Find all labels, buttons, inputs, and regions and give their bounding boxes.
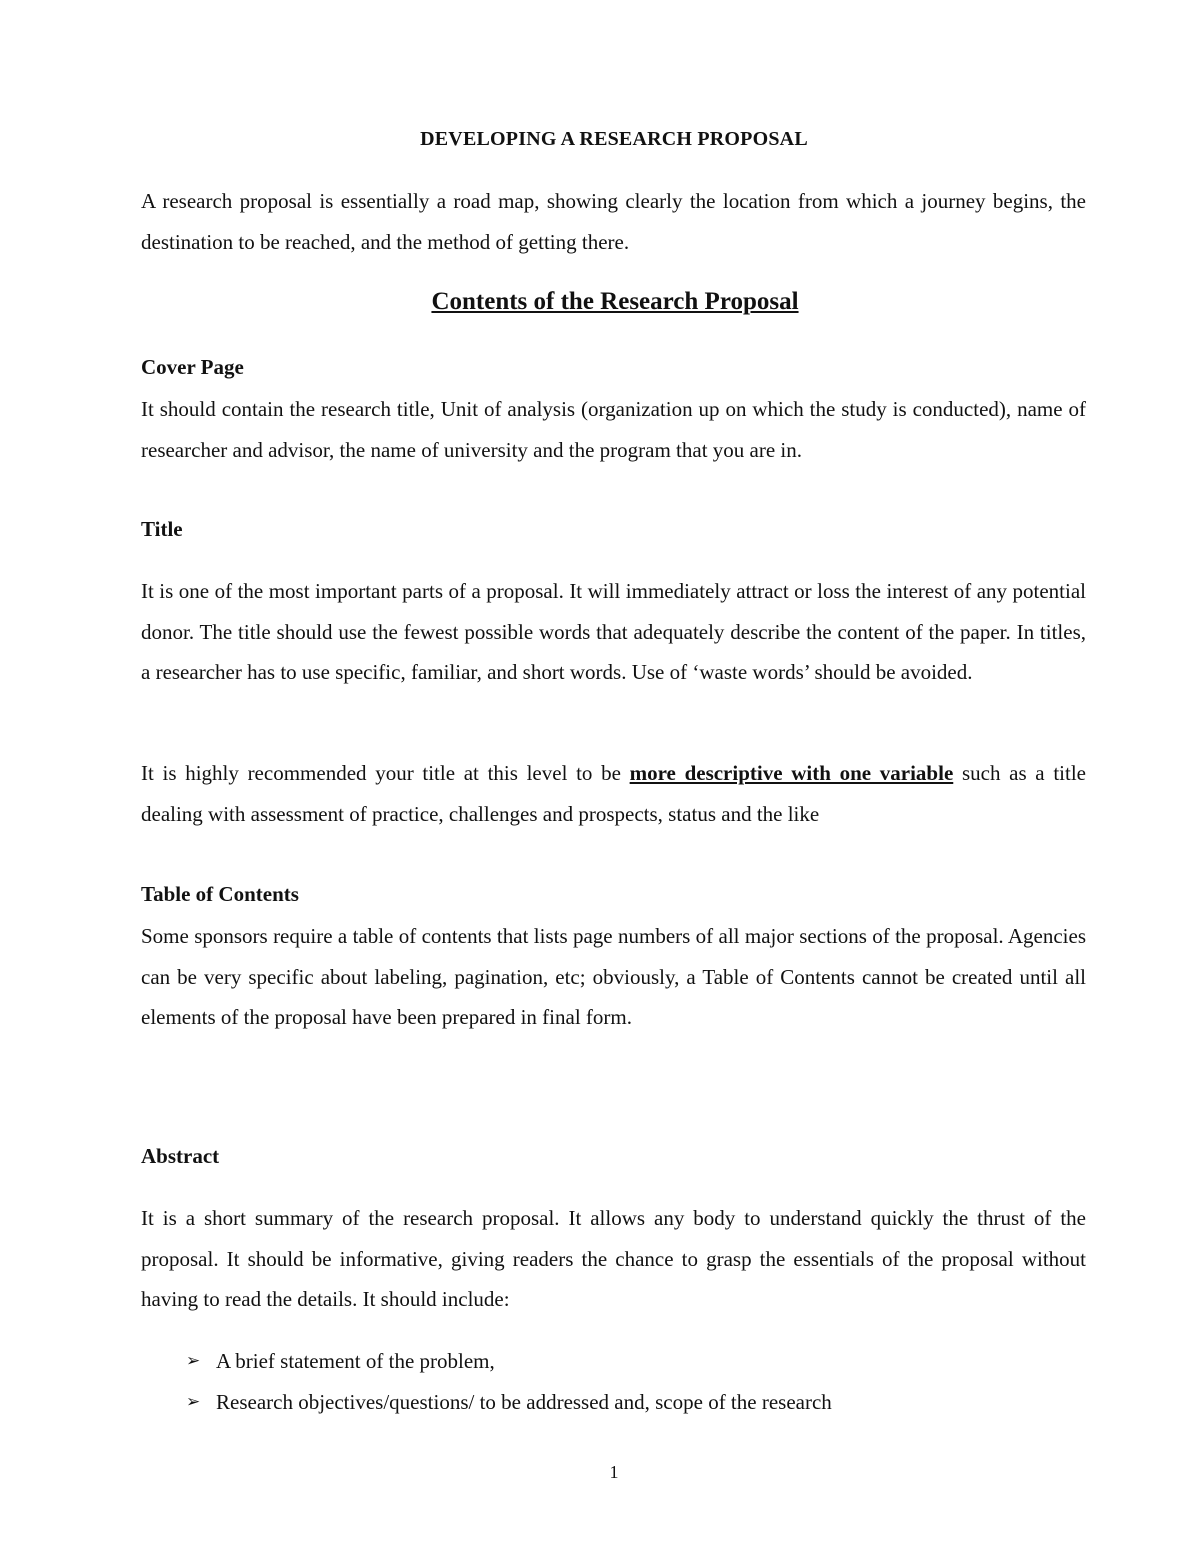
abstract-paragraph: It is a short summary of the research proposal. It allows any body to understand quickly the thrust of the proposal. It should be informative, giving readers the chance to grasp the essentials of the proposal without having to read the details. It should include: (141, 1206, 1086, 1311)
title-heading: Title (141, 517, 183, 541)
page-number: 1 (609, 1462, 619, 1482)
list-item-text: Research objectives/questions/ to be addressed and, scope of the research (216, 1389, 832, 1414)
title-paragraph: It is one of the most important parts of a proposal. It will immediately attract or loss the interest of any potential donor. The title should use the fewest possible words that adequately describe the content of the paper. In titles, a researcher has to use specific, familiar, and short words. Use of ‘waste words’ should be avoided. (141, 579, 1086, 684)
table-of-contents-paragraph: Some sponsors require a table of contents that lists page numbers of all major sections of the proposal. Agencies can be very specific about labeling, pagination, etc; obviously, a Table of Contents cannot be created until all elements of the proposal have been prepared in final form. (141, 924, 1086, 1029)
table-of-contents-heading: Table of Contents (141, 882, 299, 906)
recommendation-text-start: It is highly recommended your title at this level to be (141, 761, 630, 785)
recommendation-emphasis: more descriptive with one variable (629, 761, 954, 785)
abstract-heading: Abstract (141, 1144, 220, 1168)
section-heading: Contents of the Research Proposal (431, 288, 799, 315)
title-recommendation-paragraph (141, 753, 1086, 834)
recommendation-text-end: such as a title dealing with assessment of practice, challenges and prospects, status and the like (141, 761, 1086, 826)
list-item (186, 1341, 1086, 1382)
arrowhead-bullet-icon: ➢ (186, 1391, 201, 1412)
cover-page-paragraph: It should contain the research title, Unit of analysis (organization up on which the study is conducted), name of researcher and advisor, the name of university and the program that you are in. (141, 397, 1086, 462)
intro-paragraph: A research proposal is essentially a road map, showing clearly the location from which a journey begins, the destination to be reached, and the method of getting there. (141, 189, 1086, 254)
abstract-bullet-list (186, 1341, 1086, 1422)
list-item-text: A brief statement of the problem, (216, 1349, 495, 1373)
list-item (186, 1382, 1086, 1423)
document-title: DEVELOPING A RESEARCH PROPOSAL (420, 128, 808, 150)
cover-page-heading: Cover Page (141, 355, 244, 379)
arrowhead-bullet-icon: ➢ (186, 1351, 201, 1371)
